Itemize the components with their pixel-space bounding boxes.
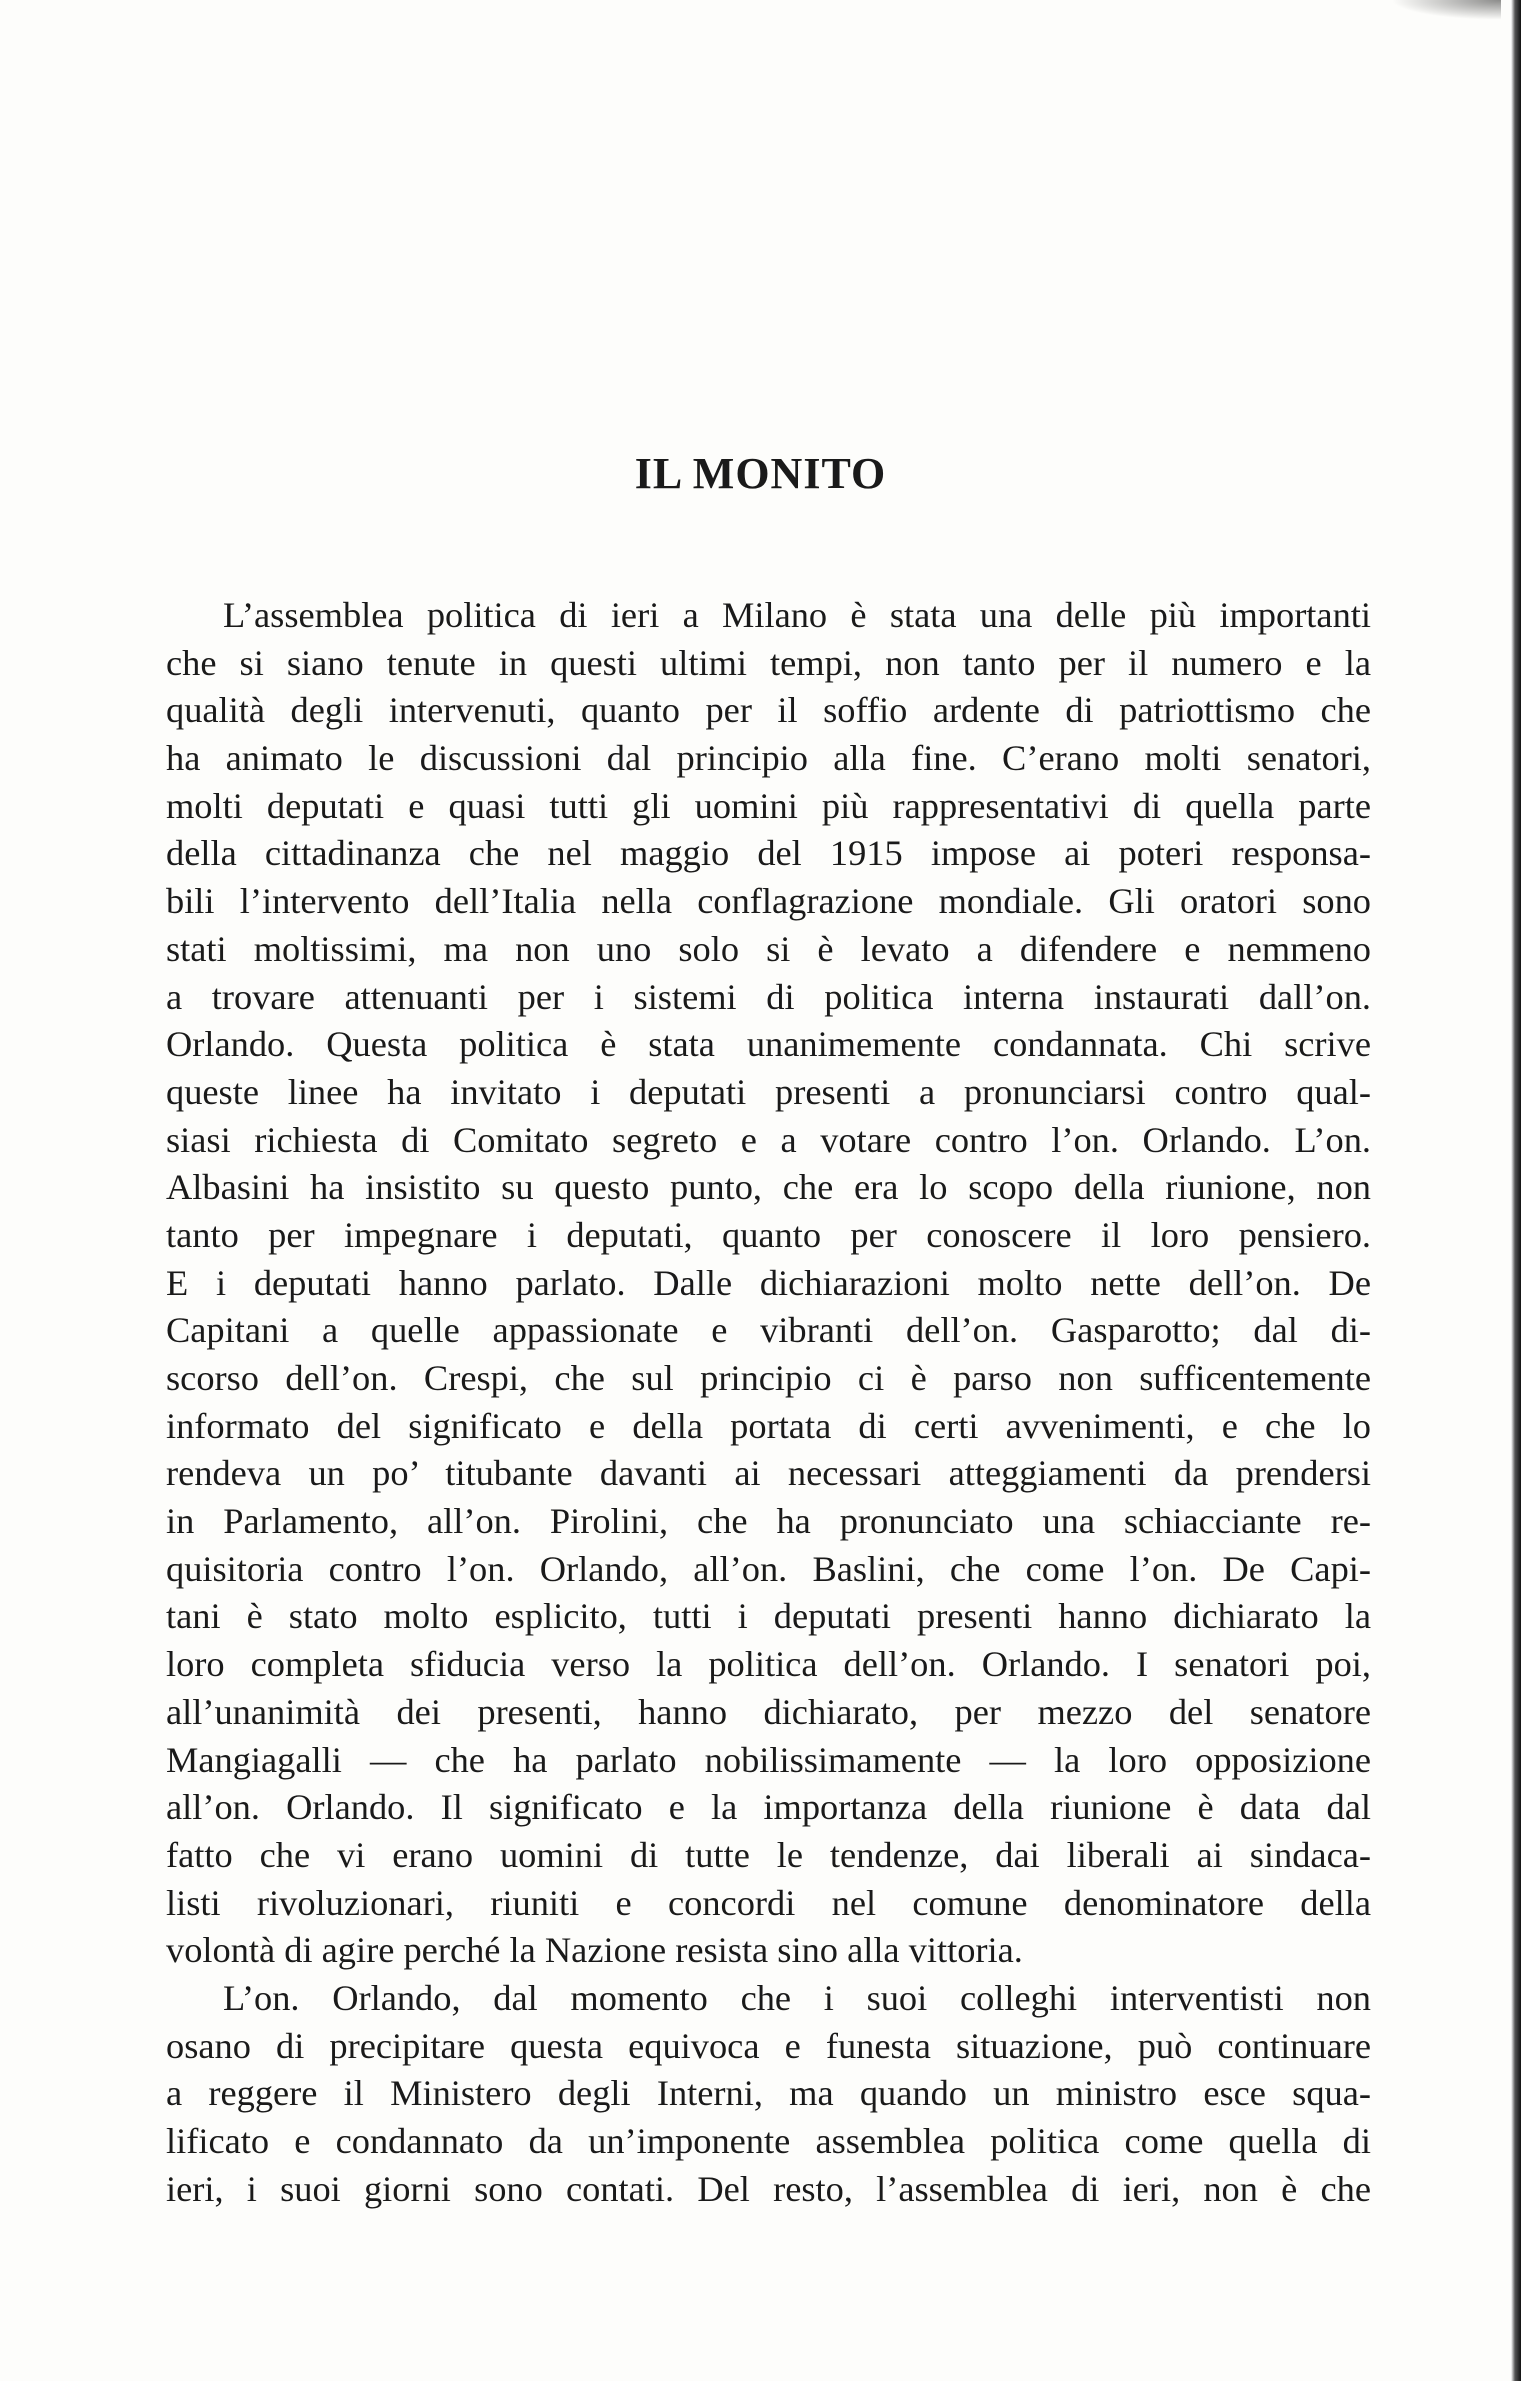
text-line: che si siano tenute in questi ultimi tempi, non tanto per il numero e la: [166, 642, 1371, 683]
text-line: osano di precipitare questa equivoca e funesta situazione, può continuare: [166, 2025, 1371, 2066]
text-line: lificato e condannato da un’imponente assemblea politica come quella di: [166, 2121, 1371, 2161]
paragraph-2: [166, 1975, 1371, 2213]
text-line: tani è stato molto esplicito, tutti i deputati presenti hanno dichiarato la: [166, 1596, 1371, 1637]
page-title: IL MONITO: [634, 449, 887, 498]
text-line: Orlando. Questa politica è stata unanimemente condannata. Chi scrive: [166, 1024, 1371, 1065]
paragraph-1: [166, 592, 1371, 1975]
text-line: listi rivoluzionari, riuniti e concordi nel comune denominatore della: [166, 1882, 1371, 1923]
text-line: queste linee ha invitato i deputati presenti a pronunciarsi contro qual-: [166, 1071, 1371, 1112]
text-line: siasi richiesta di Comitato segreto e a votare contro l’on. Orlando. L’on.: [166, 1119, 1371, 1160]
text-line: quisitoria contro l’on. Orlando, all’on. Baslini, che come l’on. De Capi-: [166, 1548, 1371, 1589]
text-line: informato del significato e della portata di certi avvenimenti, e che lo: [166, 1405, 1371, 1446]
binding-edge: [1511, 0, 1521, 2381]
text-line: Capitani a quelle appassionate e vibranti dell’on. Gasparotto; dal di-: [166, 1310, 1371, 1351]
text-line: rendeva un po’ titubante davanti ai necessari atteggiamenti da prendersi: [166, 1453, 1371, 1494]
text-line: a trovare attenuanti per i sistemi di politica interna instaurati dall’on.: [166, 976, 1371, 1017]
text-line: L’assemblea politica di ieri a Milano è stata una delle più importanti: [223, 595, 1371, 635]
text-line: tanto per impegnare i deputati, quanto per conoscere il loro pensiero.: [166, 1214, 1371, 1255]
text-line: bili l’intervento dell’Italia nella conflagrazione mondiale. Gli oratori sono: [166, 881, 1371, 922]
text-line: in Parlamento, all’on. Pirolini, che ha pronunciato una schiacciante re-: [166, 1501, 1371, 1542]
text-line: scorso dell’on. Crespi, che sul principio ci è parso non sufficentemente: [166, 1358, 1371, 1398]
body-text: [166, 592, 1371, 2213]
text-line: volontà di agire perché la Nazione resista sino alla vittoria.: [166, 1930, 1023, 1971]
text-line: L’on. Orlando, dal momento che i suoi colleghi interventisti non: [223, 1977, 1371, 2018]
text-line: ieri, i suoi giorni sono contati. Del resto, l’assemblea di ieri, non è che: [166, 2168, 1371, 2209]
text-line: Albasini ha insistito su questo punto, che era lo scopo della riunione, non: [166, 1167, 1371, 1208]
text-line: Mangiagalli — che ha parlato nobilissimamente — la loro opposizione: [166, 1739, 1371, 1780]
text-line: E i deputati hanno parlato. Dalle dichiarazioni molto nette dell’on. De: [166, 1262, 1371, 1303]
text-line: a reggere il Ministero degli Interni, ma quando un ministro esce squa-: [166, 2073, 1371, 2114]
text-line: loro completa sfiducia verso la politica dell’on. Orlando. I senatori poi,: [166, 1644, 1371, 1685]
text-line: della cittadinanza che nel maggio del 1915 impose ai poteri responsa-: [166, 833, 1371, 874]
text-line: qualità degli intervenuti, quanto per il soffio ardente di patriottismo che: [166, 690, 1371, 731]
text-line: ha animato le discussioni dal principio alla fine. C’erano molti senatori,: [166, 738, 1371, 779]
text-line: stati moltissimi, ma non uno solo si è levato a difendere e nemmeno: [166, 928, 1371, 969]
scan-smudge: [1391, 0, 1501, 20]
text-line: fatto che vi erano uomini di tutte le tendenze, dai liberali ai sindaca-: [166, 1834, 1371, 1875]
text-line: all’unanimità dei presenti, hanno dichiarato, per mezzo del senatore: [166, 1691, 1371, 1732]
text-line: molti deputati e quasi tutti gli uomini più rappresentativi di quella parte: [166, 785, 1371, 826]
text-line: all’on. Orlando. Il significato e la importanza della riunione è data dal: [166, 1787, 1371, 1828]
